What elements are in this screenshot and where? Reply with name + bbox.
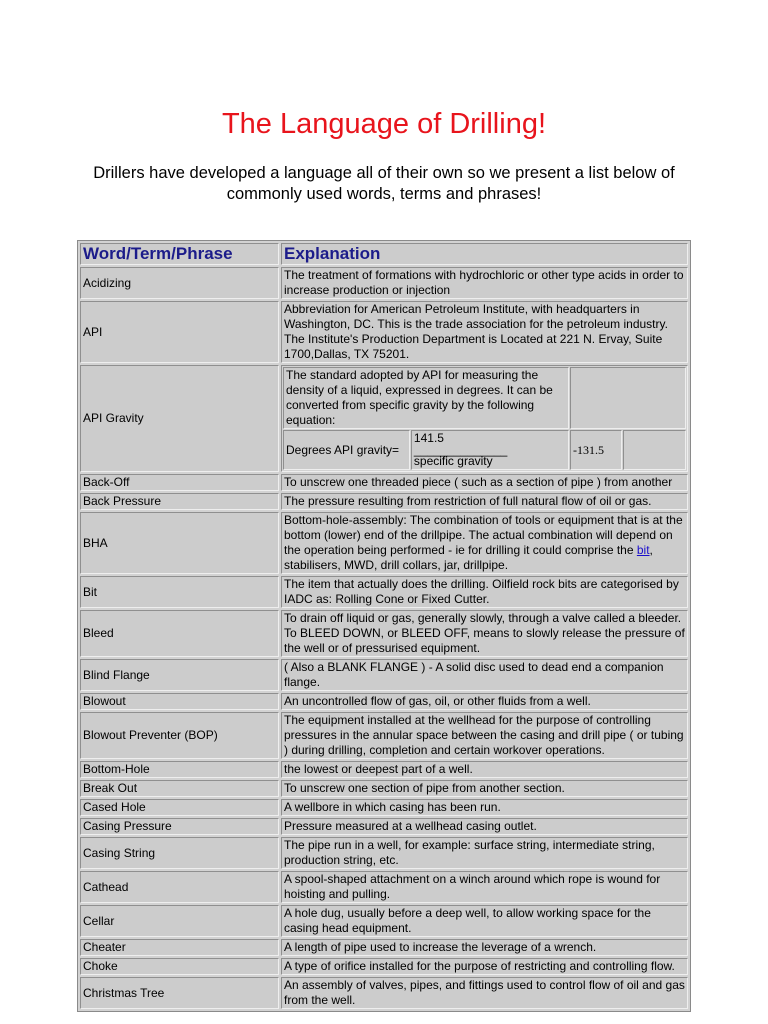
- explanation-cell: [281, 512, 688, 574]
- term-cell: Bottom-Hole: [80, 761, 279, 778]
- header-term: Word/Term/Phrase: [80, 243, 279, 265]
- equation-fraction: [411, 430, 569, 470]
- term-cell: Blowout Preventer (BOP): [80, 712, 279, 759]
- bha-text-after: , stabilisers, MWD, drill collars, jar, drillpipe.: [284, 543, 653, 572]
- glossary-table: [77, 240, 691, 1012]
- explanation-cell: Abbreviation for American Petroleum Institute, with headquarters in Washington, DC. This is the trade association for the petroleum industry. The Institute's Production Department is Located at 221 N. Ervay, Suite 1700,Dallas, TX 75201.: [281, 301, 688, 363]
- table-row: [80, 493, 688, 510]
- term-cell: Casing Pressure: [80, 818, 279, 835]
- term-cell: Acidizing: [80, 267, 279, 299]
- term-cell: Choke: [80, 958, 279, 975]
- explanation-cell: the lowest or deepest part of a well.: [281, 761, 688, 778]
- table-row: [80, 871, 688, 903]
- table-row: [80, 780, 688, 797]
- table-row: [80, 761, 688, 778]
- empty-cell: [570, 367, 686, 429]
- table-row: [80, 365, 688, 472]
- table-row: [80, 799, 688, 816]
- explanation-cell: [281, 365, 688, 472]
- term-cell: Casing String: [80, 837, 279, 869]
- equation-rhs: -131.5: [570, 430, 622, 470]
- api-gravity-text: The standard adopted by API for measuring the density of a liquid, expressed in degrees. It can be converted from specific gravity by the following equation:: [283, 367, 569, 429]
- explanation-cell: The pipe run in a well, for example: surface string, intermediate string, production string, etc.: [281, 837, 688, 869]
- term-cell: Cellar: [80, 905, 279, 937]
- bit-link[interactable]: bit: [636, 543, 650, 557]
- table-row: [80, 576, 688, 608]
- table-row: [80, 474, 688, 491]
- table-header-row: [80, 243, 688, 265]
- table-row: [80, 512, 688, 574]
- table-row: [80, 818, 688, 835]
- api-gravity-equation-table: [282, 366, 687, 471]
- explanation-cell: An uncontrolled flow of gas, oil, or other fluids from a well.: [281, 693, 688, 710]
- explanation-cell: An assembly of valves, pipes, and fittings used to control flow of oil and gas from the well.: [281, 977, 688, 1009]
- intro-paragraph: Drillers have developed a language all of their own so we present a list below of commonly used words, terms and phrases!: [93, 164, 675, 203]
- explanation-cell: To unscrew one section of pipe from another section.: [281, 780, 688, 797]
- equation-denominator: specific gravity: [413, 454, 493, 468]
- table-row: [80, 659, 688, 691]
- term-cell: Break Out: [80, 780, 279, 797]
- table-row: [80, 958, 688, 975]
- term-cell: Blind Flange: [80, 659, 279, 691]
- header-explanation: Explanation: [281, 243, 688, 265]
- explanation-cell: ( Also a BLANK FLANGE ) - A solid disc used to dead end a companion flange.: [281, 659, 688, 691]
- page-title: The Language of Drilling!: [221, 108, 547, 140]
- explanation-cell: Pressure measured at a wellhead casing outlet.: [281, 818, 688, 835]
- term-cell: API Gravity: [80, 365, 279, 472]
- term-cell: Bit: [80, 576, 279, 608]
- term-cell: Cased Hole: [80, 799, 279, 816]
- explanation-cell: A spool-shaped attachment on a winch around which rope is wound for hoisting and pulling.: [281, 871, 688, 903]
- table-row: [80, 267, 688, 299]
- table-row: [80, 837, 688, 869]
- explanation-cell: The item that actually does the drilling. Oilfield rock bits are categorised by IADC as: Rolling Cone or Fixed Cutter.: [281, 576, 688, 608]
- term-cell: API: [80, 301, 279, 363]
- explanation-cell: A wellbore in which casing has been run.: [281, 799, 688, 816]
- empty-cell: [623, 430, 686, 470]
- table-row: [80, 693, 688, 710]
- term-cell: BHA: [80, 512, 279, 574]
- term-cell: Bleed: [80, 610, 279, 657]
- equation-numerator: 141.5: [413, 431, 444, 445]
- explanation-cell: A length of pipe used to increase the leverage of a wrench.: [281, 939, 688, 956]
- bha-text-before: Bottom-hole-assembly: The combination of tools or equipment that is at the bottom (lower) end of the drillpipe. The actual combination will depend on the operation being performed - ie for drilling it could comprise the: [284, 513, 683, 557]
- term-cell: Cathead: [80, 871, 279, 903]
- table-row: [80, 610, 688, 657]
- term-cell: Christmas Tree: [80, 977, 279, 1009]
- explanation-cell: The equipment installed at the wellhead for the purpose of controlling pressures in the annular space between the casing and drill pipe ( or tubing ) during drilling, completion and certain workover operations.: [281, 712, 688, 759]
- term-cell: Back-Off: [80, 474, 279, 491]
- explanation-cell: A hole dug, usually before a deep well, to allow working space for the casing head equipment.: [281, 905, 688, 937]
- table-row: [80, 712, 688, 759]
- explanation-cell: A type of orifice installed for the purpose of restricting and controlling flow.: [281, 958, 688, 975]
- table-row: [80, 977, 688, 1009]
- table-row: [80, 905, 688, 937]
- explanation-cell: The pressure resulting from restriction of full natural flow of oil or gas.: [281, 493, 688, 510]
- explanation-cell: To drain off liquid or gas, generally slowly, through a valve called a bleeder. To BLEED DOWN, or BLEED OFF, means to slowly release the pressure of the well or of pressurised equipment.: [281, 610, 688, 657]
- explanation-cell: The treatment of formations with hydrochloric or other type acids in order to increase production or injection: [281, 267, 688, 299]
- table-row: [80, 939, 688, 956]
- term-cell: Blowout: [80, 693, 279, 710]
- equation-fraction-line: ______________: [413, 443, 508, 457]
- equation-lhs: Degrees API gravity=: [283, 430, 410, 470]
- term-cell: Back Pressure: [80, 493, 279, 510]
- term-cell: Cheater: [80, 939, 279, 956]
- explanation-cell: To unscrew one threaded piece ( such as a section of pipe ) from another: [281, 474, 688, 491]
- table-row: [80, 301, 688, 363]
